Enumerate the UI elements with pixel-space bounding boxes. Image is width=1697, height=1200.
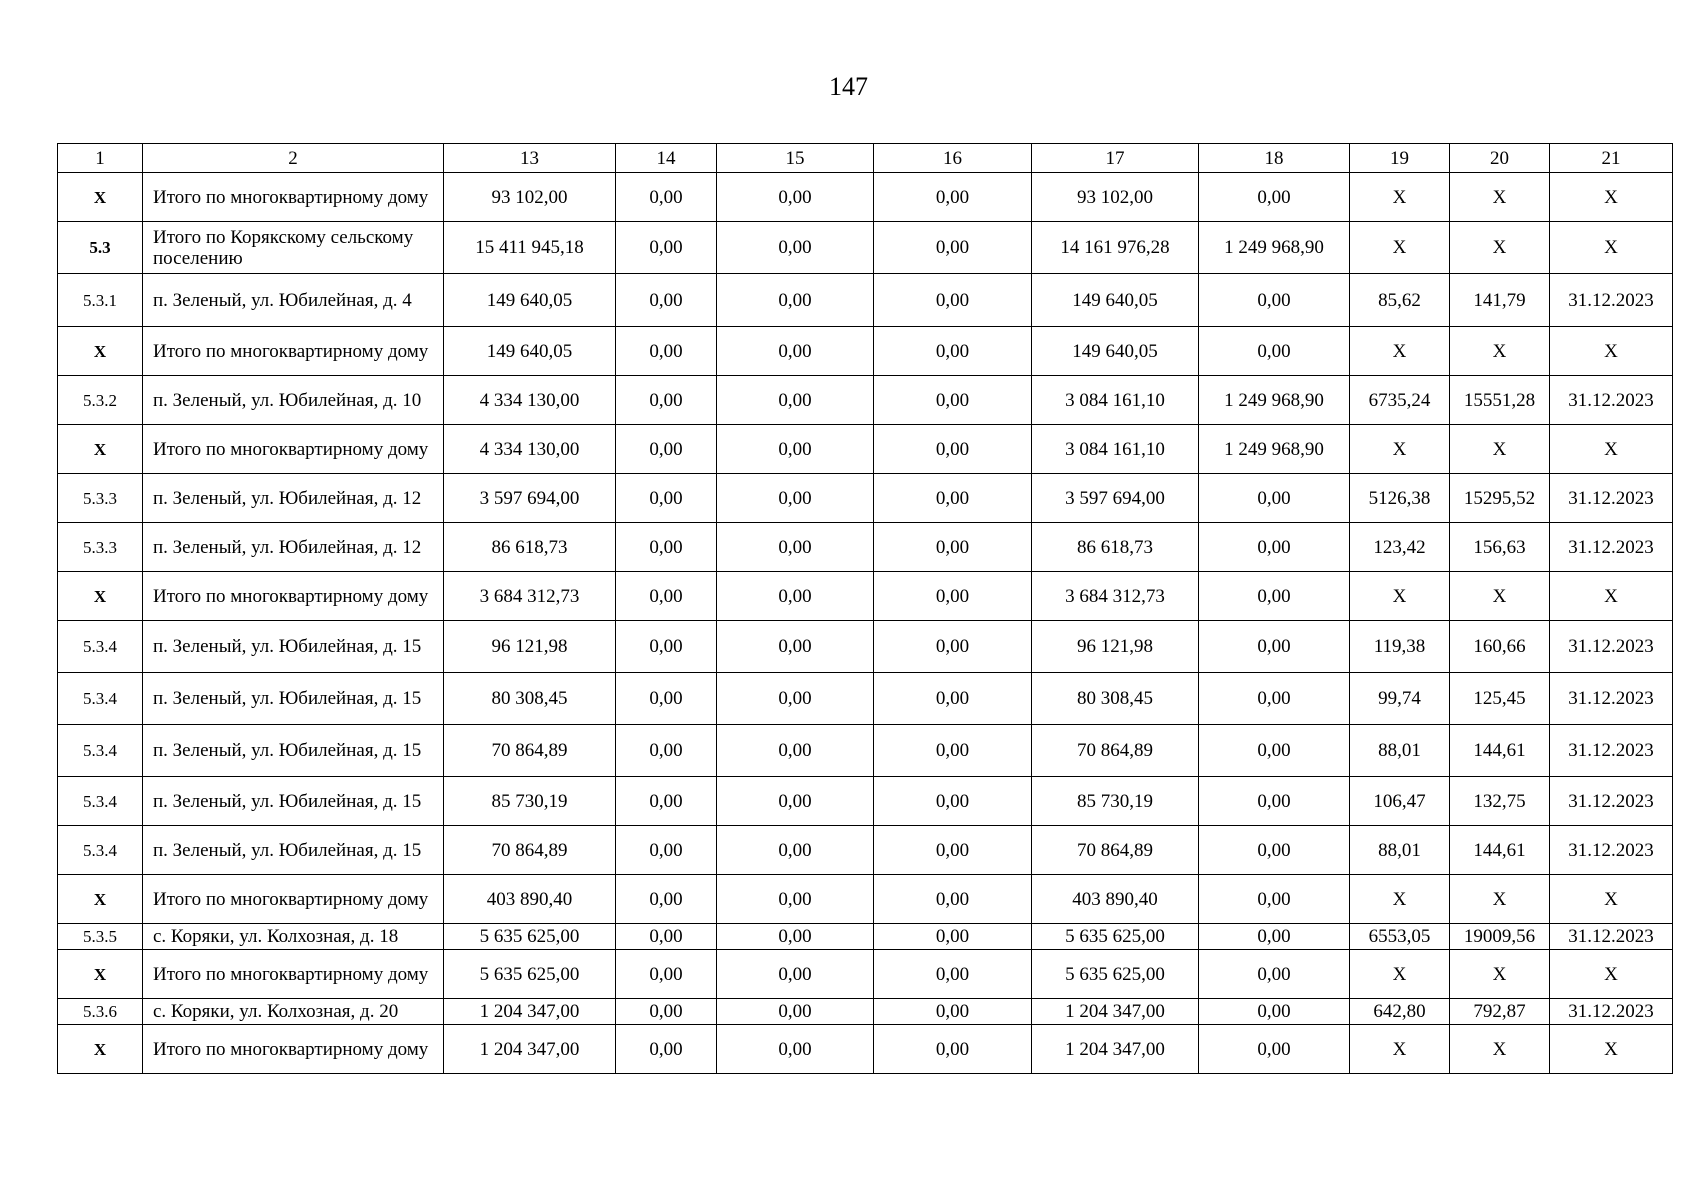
value-cell-col-21: 31.12.2023 xyxy=(1550,999,1673,1025)
value-cell-col-17: 85 730,19 xyxy=(1032,777,1199,826)
value-cell-col-16: 0,00 xyxy=(874,621,1032,673)
value-cell-col-16: 0,00 xyxy=(874,1025,1032,1074)
value-cell-col-16: 0,00 xyxy=(874,376,1032,425)
value-cell-col-20: X xyxy=(1450,222,1550,274)
value-cell-col-15: 0,00 xyxy=(717,425,874,474)
value-cell-col-21: X xyxy=(1550,1025,1673,1074)
row-number-cell: 5.3.4 xyxy=(58,826,143,875)
value-cell-col-21: 31.12.2023 xyxy=(1550,673,1673,725)
value-cell-col-17: 1 204 347,00 xyxy=(1032,1025,1199,1074)
column-header-1: 1 xyxy=(58,144,143,173)
value-cell-col-14: 0,00 xyxy=(616,999,717,1025)
value-cell-col-14: 0,00 xyxy=(616,1025,717,1074)
value-cell-col-13: 149 640,05 xyxy=(444,327,616,376)
value-cell-col-18: 0,00 xyxy=(1199,875,1350,924)
value-cell-col-15: 0,00 xyxy=(717,950,874,999)
value-cell-col-20: 144,61 xyxy=(1450,826,1550,875)
value-cell-col-20: X xyxy=(1450,1025,1550,1074)
value-cell-col-14: 0,00 xyxy=(616,222,717,274)
value-cell-col-17: 96 121,98 xyxy=(1032,621,1199,673)
row-number-cell: X xyxy=(58,425,143,474)
value-cell-col-19: X xyxy=(1350,1025,1450,1074)
value-cell-col-15: 0,00 xyxy=(717,274,874,327)
value-cell-col-21: X xyxy=(1550,875,1673,924)
value-cell-col-17: 3 084 161,10 xyxy=(1032,376,1199,425)
value-cell-col-20: X xyxy=(1450,875,1550,924)
value-cell-col-20: X xyxy=(1450,173,1550,222)
value-cell-col-20: 15295,52 xyxy=(1450,474,1550,523)
value-cell-col-18: 0,00 xyxy=(1199,777,1350,826)
value-cell-col-21: 31.12.2023 xyxy=(1550,621,1673,673)
value-cell-col-16: 0,00 xyxy=(874,826,1032,875)
value-cell-col-16: 0,00 xyxy=(874,572,1032,621)
value-cell-col-18: 0,00 xyxy=(1199,621,1350,673)
value-cell-col-18: 0,00 xyxy=(1199,725,1350,777)
row-number-cell: 5.3.4 xyxy=(58,777,143,826)
value-cell-col-15: 0,00 xyxy=(717,826,874,875)
value-cell-col-21: 31.12.2023 xyxy=(1550,826,1673,875)
value-cell-col-20: 160,66 xyxy=(1450,621,1550,673)
value-cell-col-19: X xyxy=(1350,572,1450,621)
column-header-2: 2 xyxy=(143,144,444,173)
value-cell-col-17: 3 684 312,73 xyxy=(1032,572,1199,621)
value-cell-col-16: 0,00 xyxy=(874,274,1032,327)
value-cell-col-13: 15 411 945,18 xyxy=(444,222,616,274)
value-cell-col-15: 0,00 xyxy=(717,222,874,274)
row-name-cell: Итого по многоквартирному дому xyxy=(143,950,444,999)
row-number-cell: 5.3.1 xyxy=(58,274,143,327)
value-cell-col-18: 1 249 968,90 xyxy=(1199,376,1350,425)
table-row xyxy=(58,523,1673,572)
value-cell-col-13: 4 334 130,00 xyxy=(444,425,616,474)
row-number-cell: X xyxy=(58,1025,143,1074)
table-row xyxy=(58,950,1673,999)
value-cell-col-17: 403 890,40 xyxy=(1032,875,1199,924)
value-cell-col-20: 125,45 xyxy=(1450,673,1550,725)
value-cell-col-14: 0,00 xyxy=(616,173,717,222)
value-cell-col-13: 96 121,98 xyxy=(444,621,616,673)
table-row xyxy=(58,425,1673,474)
value-cell-col-19: 119,38 xyxy=(1350,621,1450,673)
value-cell-col-18: 0,00 xyxy=(1199,474,1350,523)
value-cell-col-13: 3 684 312,73 xyxy=(444,572,616,621)
value-cell-col-14: 0,00 xyxy=(616,950,717,999)
value-cell-col-14: 0,00 xyxy=(616,274,717,327)
value-cell-col-21: X xyxy=(1550,327,1673,376)
value-cell-col-21: X xyxy=(1550,572,1673,621)
row-number-cell: 5.3.6 xyxy=(58,999,143,1025)
value-cell-col-15: 0,00 xyxy=(717,523,874,572)
value-cell-col-16: 0,00 xyxy=(874,924,1032,950)
value-cell-col-13: 86 618,73 xyxy=(444,523,616,572)
value-cell-col-18: 1 249 968,90 xyxy=(1199,222,1350,274)
value-cell-col-15: 0,00 xyxy=(717,474,874,523)
row-number-cell: 5.3.4 xyxy=(58,673,143,725)
row-number-cell: 5.3 xyxy=(58,222,143,274)
value-cell-col-16: 0,00 xyxy=(874,474,1032,523)
value-cell-col-21: 31.12.2023 xyxy=(1550,523,1673,572)
row-number-cell: X xyxy=(58,327,143,376)
table-row xyxy=(58,474,1673,523)
value-cell-col-19: 6553,05 xyxy=(1350,924,1450,950)
value-cell-col-16: 0,00 xyxy=(874,950,1032,999)
value-cell-col-20: 15551,28 xyxy=(1450,376,1550,425)
row-name-cell: с. Коряки, ул. Колхозная, д. 18 xyxy=(143,924,444,950)
value-cell-col-19: X xyxy=(1350,222,1450,274)
value-cell-col-17: 149 640,05 xyxy=(1032,327,1199,376)
row-name-cell: п. Зеленый, ул. Юбилейная, д. 15 xyxy=(143,621,444,673)
value-cell-col-16: 0,00 xyxy=(874,999,1032,1025)
column-header-19: 19 xyxy=(1350,144,1450,173)
value-cell-col-19: 123,42 xyxy=(1350,523,1450,572)
value-cell-col-15: 0,00 xyxy=(717,621,874,673)
column-header-18: 18 xyxy=(1199,144,1350,173)
value-cell-col-16: 0,00 xyxy=(874,875,1032,924)
table-row xyxy=(58,1025,1673,1074)
value-cell-col-14: 0,00 xyxy=(616,474,717,523)
value-cell-col-18: 0,00 xyxy=(1199,274,1350,327)
column-header-13: 13 xyxy=(444,144,616,173)
value-cell-col-20: X xyxy=(1450,572,1550,621)
value-cell-col-15: 0,00 xyxy=(717,572,874,621)
value-cell-col-14: 0,00 xyxy=(616,621,717,673)
value-cell-col-16: 0,00 xyxy=(874,725,1032,777)
value-cell-col-16: 0,00 xyxy=(874,327,1032,376)
value-cell-col-17: 149 640,05 xyxy=(1032,274,1199,327)
value-cell-col-19: 642,80 xyxy=(1350,999,1450,1025)
value-cell-col-21: 31.12.2023 xyxy=(1550,474,1673,523)
value-cell-col-18: 0,00 xyxy=(1199,1025,1350,1074)
column-header-16: 16 xyxy=(874,144,1032,173)
row-name-cell: п. Зеленый, ул. Юбилейная, д. 10 xyxy=(143,376,444,425)
table-row xyxy=(58,572,1673,621)
value-cell-col-16: 0,00 xyxy=(874,425,1032,474)
value-cell-col-14: 0,00 xyxy=(616,572,717,621)
value-cell-col-15: 0,00 xyxy=(717,924,874,950)
row-number-cell: X xyxy=(58,950,143,999)
table-row xyxy=(58,999,1673,1025)
value-cell-col-21: 31.12.2023 xyxy=(1550,725,1673,777)
row-number-cell: 5.3.4 xyxy=(58,621,143,673)
table-row xyxy=(58,777,1673,826)
value-cell-col-18: 0,00 xyxy=(1199,173,1350,222)
value-cell-col-14: 0,00 xyxy=(616,875,717,924)
table-row xyxy=(58,875,1673,924)
value-cell-col-19: X xyxy=(1350,875,1450,924)
value-cell-col-14: 0,00 xyxy=(616,673,717,725)
value-cell-col-20: X xyxy=(1450,327,1550,376)
value-cell-col-16: 0,00 xyxy=(874,523,1032,572)
table-body xyxy=(58,144,1673,1074)
value-cell-col-19: X xyxy=(1350,425,1450,474)
value-cell-col-13: 5 635 625,00 xyxy=(444,950,616,999)
value-cell-col-15: 0,00 xyxy=(717,999,874,1025)
value-cell-col-14: 0,00 xyxy=(616,725,717,777)
row-name-cell: п. Зеленый, ул. Юбилейная, д. 15 xyxy=(143,673,444,725)
data-table xyxy=(57,143,1673,1074)
value-cell-col-21: 31.12.2023 xyxy=(1550,274,1673,327)
row-name-cell: п. Зеленый, ул. Юбилейная, д. 15 xyxy=(143,725,444,777)
table-row xyxy=(58,924,1673,950)
value-cell-col-20: 141,79 xyxy=(1450,274,1550,327)
column-header-17: 17 xyxy=(1032,144,1199,173)
value-cell-col-19: X xyxy=(1350,173,1450,222)
value-cell-col-17: 3 597 694,00 xyxy=(1032,474,1199,523)
table-row xyxy=(58,376,1673,425)
value-cell-col-17: 86 618,73 xyxy=(1032,523,1199,572)
row-number-cell: X xyxy=(58,875,143,924)
value-cell-col-19: 88,01 xyxy=(1350,725,1450,777)
row-number-cell: 5.3.4 xyxy=(58,725,143,777)
value-cell-col-20: X xyxy=(1450,425,1550,474)
value-cell-col-20: X xyxy=(1450,950,1550,999)
row-number-cell: 5.3.3 xyxy=(58,523,143,572)
value-cell-col-14: 0,00 xyxy=(616,523,717,572)
value-cell-col-17: 70 864,89 xyxy=(1032,826,1199,875)
value-cell-col-15: 0,00 xyxy=(717,725,874,777)
row-number-cell: 5.3.5 xyxy=(58,924,143,950)
table-header-row xyxy=(58,144,1673,173)
column-header-15: 15 xyxy=(717,144,874,173)
value-cell-col-13: 80 308,45 xyxy=(444,673,616,725)
row-name-cell: Итого по многоквартирному дому xyxy=(143,1025,444,1074)
value-cell-col-21: 31.12.2023 xyxy=(1550,924,1673,950)
value-cell-col-13: 1 204 347,00 xyxy=(444,999,616,1025)
value-cell-col-15: 0,00 xyxy=(717,875,874,924)
value-cell-col-21: 31.12.2023 xyxy=(1550,777,1673,826)
value-cell-col-14: 0,00 xyxy=(616,376,717,425)
row-name-cell: п. Зеленый, ул. Юбилейная, д. 15 xyxy=(143,826,444,875)
value-cell-col-19: 106,47 xyxy=(1350,777,1450,826)
row-name-cell: п. Зеленый, ул. Юбилейная, д. 12 xyxy=(143,523,444,572)
value-cell-col-15: 0,00 xyxy=(717,777,874,826)
value-cell-col-17: 80 308,45 xyxy=(1032,673,1199,725)
value-cell-col-17: 3 084 161,10 xyxy=(1032,425,1199,474)
value-cell-col-16: 0,00 xyxy=(874,777,1032,826)
value-cell-col-16: 0,00 xyxy=(874,173,1032,222)
value-cell-col-17: 1 204 347,00 xyxy=(1032,999,1199,1025)
value-cell-col-16: 0,00 xyxy=(874,673,1032,725)
value-cell-col-13: 85 730,19 xyxy=(444,777,616,826)
value-cell-col-21: X xyxy=(1550,222,1673,274)
value-cell-col-19: X xyxy=(1350,950,1450,999)
value-cell-col-18: 0,00 xyxy=(1199,924,1350,950)
value-cell-col-21: X xyxy=(1550,950,1673,999)
value-cell-col-17: 5 635 625,00 xyxy=(1032,950,1199,999)
value-cell-col-13: 5 635 625,00 xyxy=(444,924,616,950)
row-number-cell: X xyxy=(58,572,143,621)
value-cell-col-21: 31.12.2023 xyxy=(1550,376,1673,425)
value-cell-col-13: 149 640,05 xyxy=(444,274,616,327)
value-cell-col-15: 0,00 xyxy=(717,1025,874,1074)
row-name-cell: Итого по многоквартирному дому xyxy=(143,572,444,621)
value-cell-col-18: 0,00 xyxy=(1199,572,1350,621)
value-cell-col-17: 14 161 976,28 xyxy=(1032,222,1199,274)
value-cell-col-14: 0,00 xyxy=(616,327,717,376)
value-cell-col-18: 0,00 xyxy=(1199,523,1350,572)
table-row xyxy=(58,725,1673,777)
value-cell-col-17: 70 864,89 xyxy=(1032,725,1199,777)
value-cell-col-13: 4 334 130,00 xyxy=(444,376,616,425)
row-name-cell: Итого по многоквартирному дому xyxy=(143,425,444,474)
value-cell-col-14: 0,00 xyxy=(616,826,717,875)
row-name-cell: Итого по Корякскому сельскому поселению xyxy=(143,222,444,274)
value-cell-col-18: 1 249 968,90 xyxy=(1199,425,1350,474)
value-cell-col-13: 70 864,89 xyxy=(444,826,616,875)
value-cell-col-21: X xyxy=(1550,425,1673,474)
value-cell-col-17: 93 102,00 xyxy=(1032,173,1199,222)
column-header-20: 20 xyxy=(1450,144,1550,173)
value-cell-col-18: 0,00 xyxy=(1199,826,1350,875)
value-cell-col-13: 70 864,89 xyxy=(444,725,616,777)
value-cell-col-20: 792,87 xyxy=(1450,999,1550,1025)
value-cell-col-18: 0,00 xyxy=(1199,673,1350,725)
value-cell-col-14: 0,00 xyxy=(616,777,717,826)
value-cell-col-20: 132,75 xyxy=(1450,777,1550,826)
table-row xyxy=(58,673,1673,725)
page-number: 147 xyxy=(829,72,868,101)
value-cell-col-13: 3 597 694,00 xyxy=(444,474,616,523)
row-name-cell: с. Коряки, ул. Колхозная, д. 20 xyxy=(143,999,444,1025)
table-row xyxy=(58,826,1673,875)
column-header-21: 21 xyxy=(1550,144,1673,173)
value-cell-col-19: 6735,24 xyxy=(1350,376,1450,425)
value-cell-col-18: 0,00 xyxy=(1199,950,1350,999)
value-cell-col-20: 19009,56 xyxy=(1450,924,1550,950)
value-cell-col-20: 144,61 xyxy=(1450,725,1550,777)
value-cell-col-13: 403 890,40 xyxy=(444,875,616,924)
row-name-cell: Итого по многоквартирному дому xyxy=(143,173,444,222)
value-cell-col-19: 85,62 xyxy=(1350,274,1450,327)
table-row xyxy=(58,222,1673,274)
value-cell-col-20: 156,63 xyxy=(1450,523,1550,572)
value-cell-col-19: 5126,38 xyxy=(1350,474,1450,523)
row-name-cell: п. Зеленый, ул. Юбилейная, д. 12 xyxy=(143,474,444,523)
value-cell-col-15: 0,00 xyxy=(717,173,874,222)
value-cell-col-15: 0,00 xyxy=(717,327,874,376)
value-cell-col-19: 99,74 xyxy=(1350,673,1450,725)
row-number-cell: 5.3.3 xyxy=(58,474,143,523)
table-row xyxy=(58,621,1673,673)
value-cell-col-13: 93 102,00 xyxy=(444,173,616,222)
row-name-cell: Итого по многоквартирному дому xyxy=(143,875,444,924)
value-cell-col-16: 0,00 xyxy=(874,222,1032,274)
value-cell-col-18: 0,00 xyxy=(1199,999,1350,1025)
value-cell-col-14: 0,00 xyxy=(616,425,717,474)
table-row xyxy=(58,173,1673,222)
row-name-cell: п. Зеленый, ул. Юбилейная, д. 4 xyxy=(143,274,444,327)
value-cell-col-15: 0,00 xyxy=(717,673,874,725)
value-cell-col-14: 0,00 xyxy=(616,924,717,950)
value-cell-col-19: X xyxy=(1350,327,1450,376)
value-cell-col-17: 5 635 625,00 xyxy=(1032,924,1199,950)
table-row xyxy=(58,274,1673,327)
value-cell-col-13: 1 204 347,00 xyxy=(444,1025,616,1074)
value-cell-col-21: X xyxy=(1550,173,1673,222)
value-cell-col-18: 0,00 xyxy=(1199,327,1350,376)
value-cell-col-19: 88,01 xyxy=(1350,826,1450,875)
row-number-cell: X xyxy=(58,173,143,222)
table-row xyxy=(58,327,1673,376)
value-cell-col-15: 0,00 xyxy=(717,376,874,425)
column-header-14: 14 xyxy=(616,144,717,173)
row-number-cell: 5.3.2 xyxy=(58,376,143,425)
row-name-cell: п. Зеленый, ул. Юбилейная, д. 15 xyxy=(143,777,444,826)
row-name-cell: Итого по многоквартирному дому xyxy=(143,327,444,376)
